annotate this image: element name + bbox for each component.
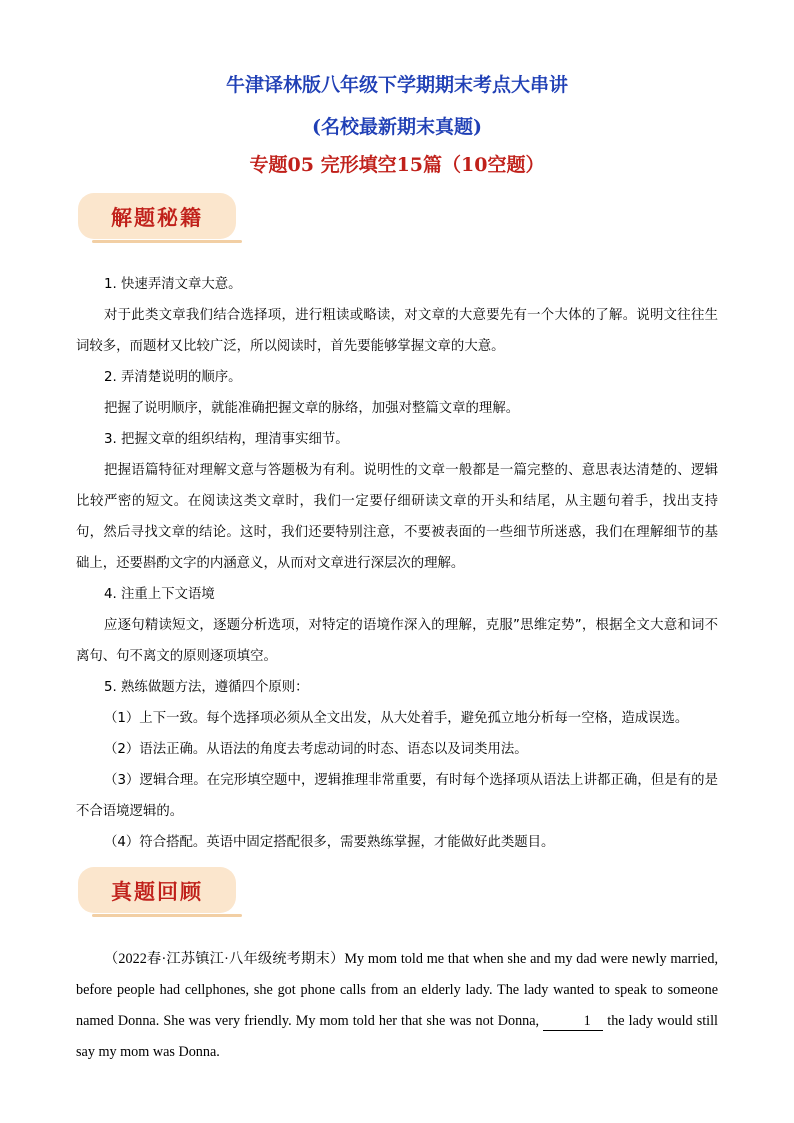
tip-heading-5: 5. 熟练做题方法，遵循四个原则： xyxy=(104,680,309,695)
section-badge-label: 真题回顾 xyxy=(111,880,203,904)
passage-text: the lady would still say my mom was Donna. xyxy=(76,1013,718,1060)
tip-heading-2: 2. 弄清楚说明的顺序。 xyxy=(104,370,242,385)
topic-title: 专题05 完形填空15篇（10空题） xyxy=(249,154,545,176)
principle-3: （3）逻辑合理。在完形填空题中，逻辑推理非常重要，有时每个选择项从语法上讲都正确，但是有的是不合语境逻辑的。 xyxy=(76,773,718,819)
tip-heading-1: 1. 快速弄清文章大意。 xyxy=(104,277,242,292)
tip-paragraph-4: 应逐句精读短文，逐题分析选项，对特定的语境作深入的理解，克服”思维定势”，根据全文大意和词不离句、句不离文的原则逐项填空。 xyxy=(76,618,718,664)
cloze-blank-1[interactable]: 1 xyxy=(543,1012,603,1031)
document-subtitle: (名校最新期末真题) xyxy=(312,116,482,138)
principle-1: （1）上下一致。每个选择项必须从全文出发，从大处着手，避免孤立地分析每一空格，造成误选。 xyxy=(104,711,689,726)
passage-text: （2022春·江苏镇江·八年级统考期末）My mom told me that when she and my dad were newly married, before people had cellphones, she got phone calls from an elderly lady. The lady wanted to speak to someone named Donna. She was very friendly. My mom told her that she was not Donna, xyxy=(76,951,718,1029)
tip-paragraph-1: 对于此类文章我们结合选择项，进行粗读或略读，对文章的大意要先有一个大体的了解。说明文往往生词较多，而题材又比较广泛，所以阅读时，首先要能够掌握文章的大意。 xyxy=(76,308,718,354)
tip-paragraph-3: 把握语篇特征对理解文意与答题极为有利。说明性的文章一般都是一篇完整的、意思表达清楚的、逻辑比较严密的短文。在阅读这类文章时，我们一定要仔细研读文章的开头和结尾，从主题句着手，找出支持句，然后寻找文章的结论。这时，我们还要特别注意，不要被表面的一些细节所迷惑，我们在理解细节的基础上，还要斟酌文字的内涵意义，从而对文章进行深层次的理解。 xyxy=(76,463,718,571)
document-title: 牛津译林版八年级下学期期末考点大串讲 xyxy=(225,74,568,96)
tip-paragraph-2: 把握了说明顺序，就能准确把握文章的脉络，加强对整篇文章的理解。 xyxy=(104,401,520,416)
section-badge-review xyxy=(78,867,236,917)
section-badge-tips xyxy=(78,193,236,243)
tip-heading-3: 3. 把握文章的组织结构，理清事实细节。 xyxy=(104,432,349,447)
section-badge-label: 解题秘籍 xyxy=(111,206,203,230)
principle-2: （2）语法正确。从语法的角度去考虑动词的时态、语态以及词类用法。 xyxy=(104,742,528,757)
tip-heading-4: 4. 注重上下文语境 xyxy=(104,587,215,602)
principle-4: （4）符合搭配。英语中固定搭配很多，需要熟练掌握，才能做好此类题目。 xyxy=(104,835,555,850)
cloze-passage xyxy=(76,944,718,1068)
